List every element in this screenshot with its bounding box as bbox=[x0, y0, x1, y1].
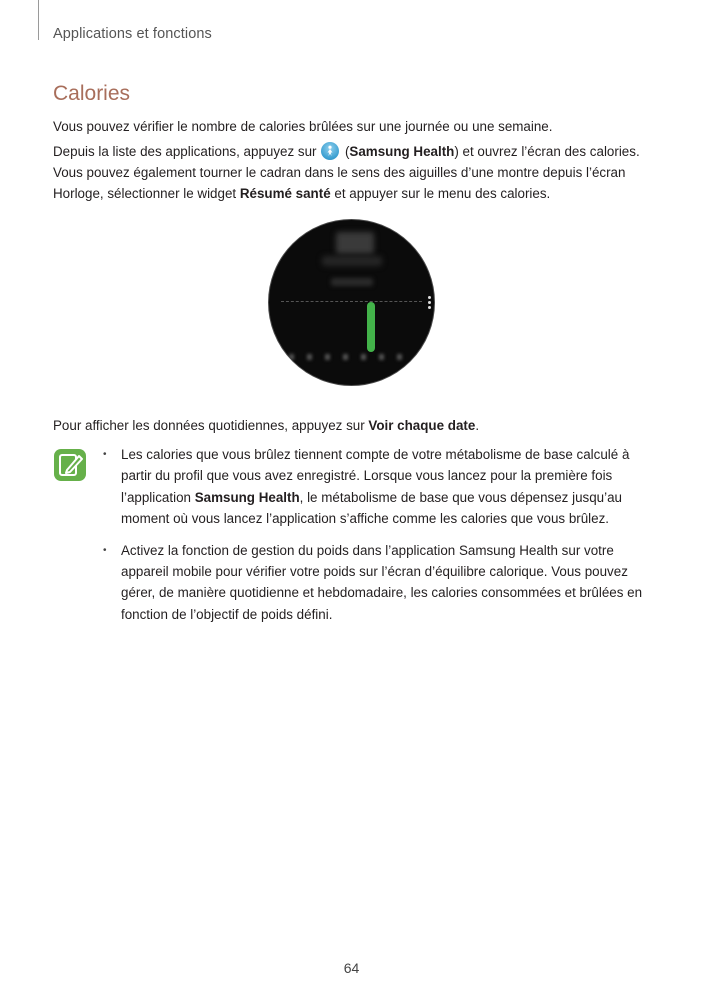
page-number: 64 bbox=[343, 960, 360, 976]
watch-target-line bbox=[281, 301, 422, 302]
note-item bbox=[103, 444, 648, 530]
watch-blurred-subtitle bbox=[322, 256, 382, 266]
note1-part2: , le métabolisme de base que vous dépensez jusqu’au moment où vous lancez l’application s’affiche comme les calories que vous brûlez. bbox=[121, 489, 622, 527]
instructions-after-widget: et appuyer sur le menu des calories. bbox=[334, 186, 551, 201]
watch-calories-screen bbox=[268, 219, 435, 386]
daily-after: . bbox=[475, 418, 480, 433]
app-name: Samsung Health bbox=[349, 144, 455, 159]
samsung-health-app-icon bbox=[321, 142, 339, 160]
intro-paragraph: Vous pouvez vérifier le nombre de calories brûlées sur une journée ou une semaine. bbox=[53, 119, 553, 134]
note1-part1: Les calories que vous brûlez tiennent compte de votre métabolisme de base calculé à partir du profil que vous avez enregistré. Lorsque vous lancez pour la première fois l’application bbox=[121, 447, 630, 505]
instructions-before-icon: Depuis la liste des applications, appuyez sur bbox=[53, 144, 317, 159]
view-each-date: Voir chaque date bbox=[368, 418, 476, 433]
instructions-paren-open: ( bbox=[341, 144, 350, 159]
instructions-paragraph bbox=[53, 141, 643, 204]
note-item: • Activez la fonction de gestion du poids dans l’application Samsung Health sur votre appareil mobile pour vérifier votre poids sur l’écran d’équilibre calorique. Vous pouvez gérer, de manière quotidienne et hebdomadaire, les calories consommées et brûlées en fonction de l’objectif de poids défini. bbox=[103, 540, 648, 626]
note1-bold: Samsung Health bbox=[194, 489, 300, 505]
margin-rule bbox=[38, 0, 39, 40]
note-list bbox=[103, 444, 648, 635]
daily-data-paragraph bbox=[53, 415, 643, 436]
running-head: Applications et fonctions bbox=[53, 26, 212, 42]
watch-day-axis bbox=[287, 354, 416, 364]
note-pencil-icon bbox=[54, 449, 86, 481]
watch-calorie-bar bbox=[367, 302, 375, 352]
watch-more-options-icon[interactable] bbox=[428, 296, 431, 311]
section-title: Calories bbox=[53, 82, 131, 105]
watch-blurred-time bbox=[336, 232, 374, 254]
instructions-after-app: ) et ouvrez l’écran des calories. Vous pouvez également tourner le cadran dans le sens des aiguilles d’une montre depuis l’écran Horloge, sélectionner le widget bbox=[53, 144, 640, 201]
watch-blurred-label bbox=[331, 278, 373, 286]
widget-name: Résumé santé bbox=[239, 186, 331, 201]
daily-before: Pour afficher les données quotidiennes, appuyez sur bbox=[53, 418, 365, 433]
